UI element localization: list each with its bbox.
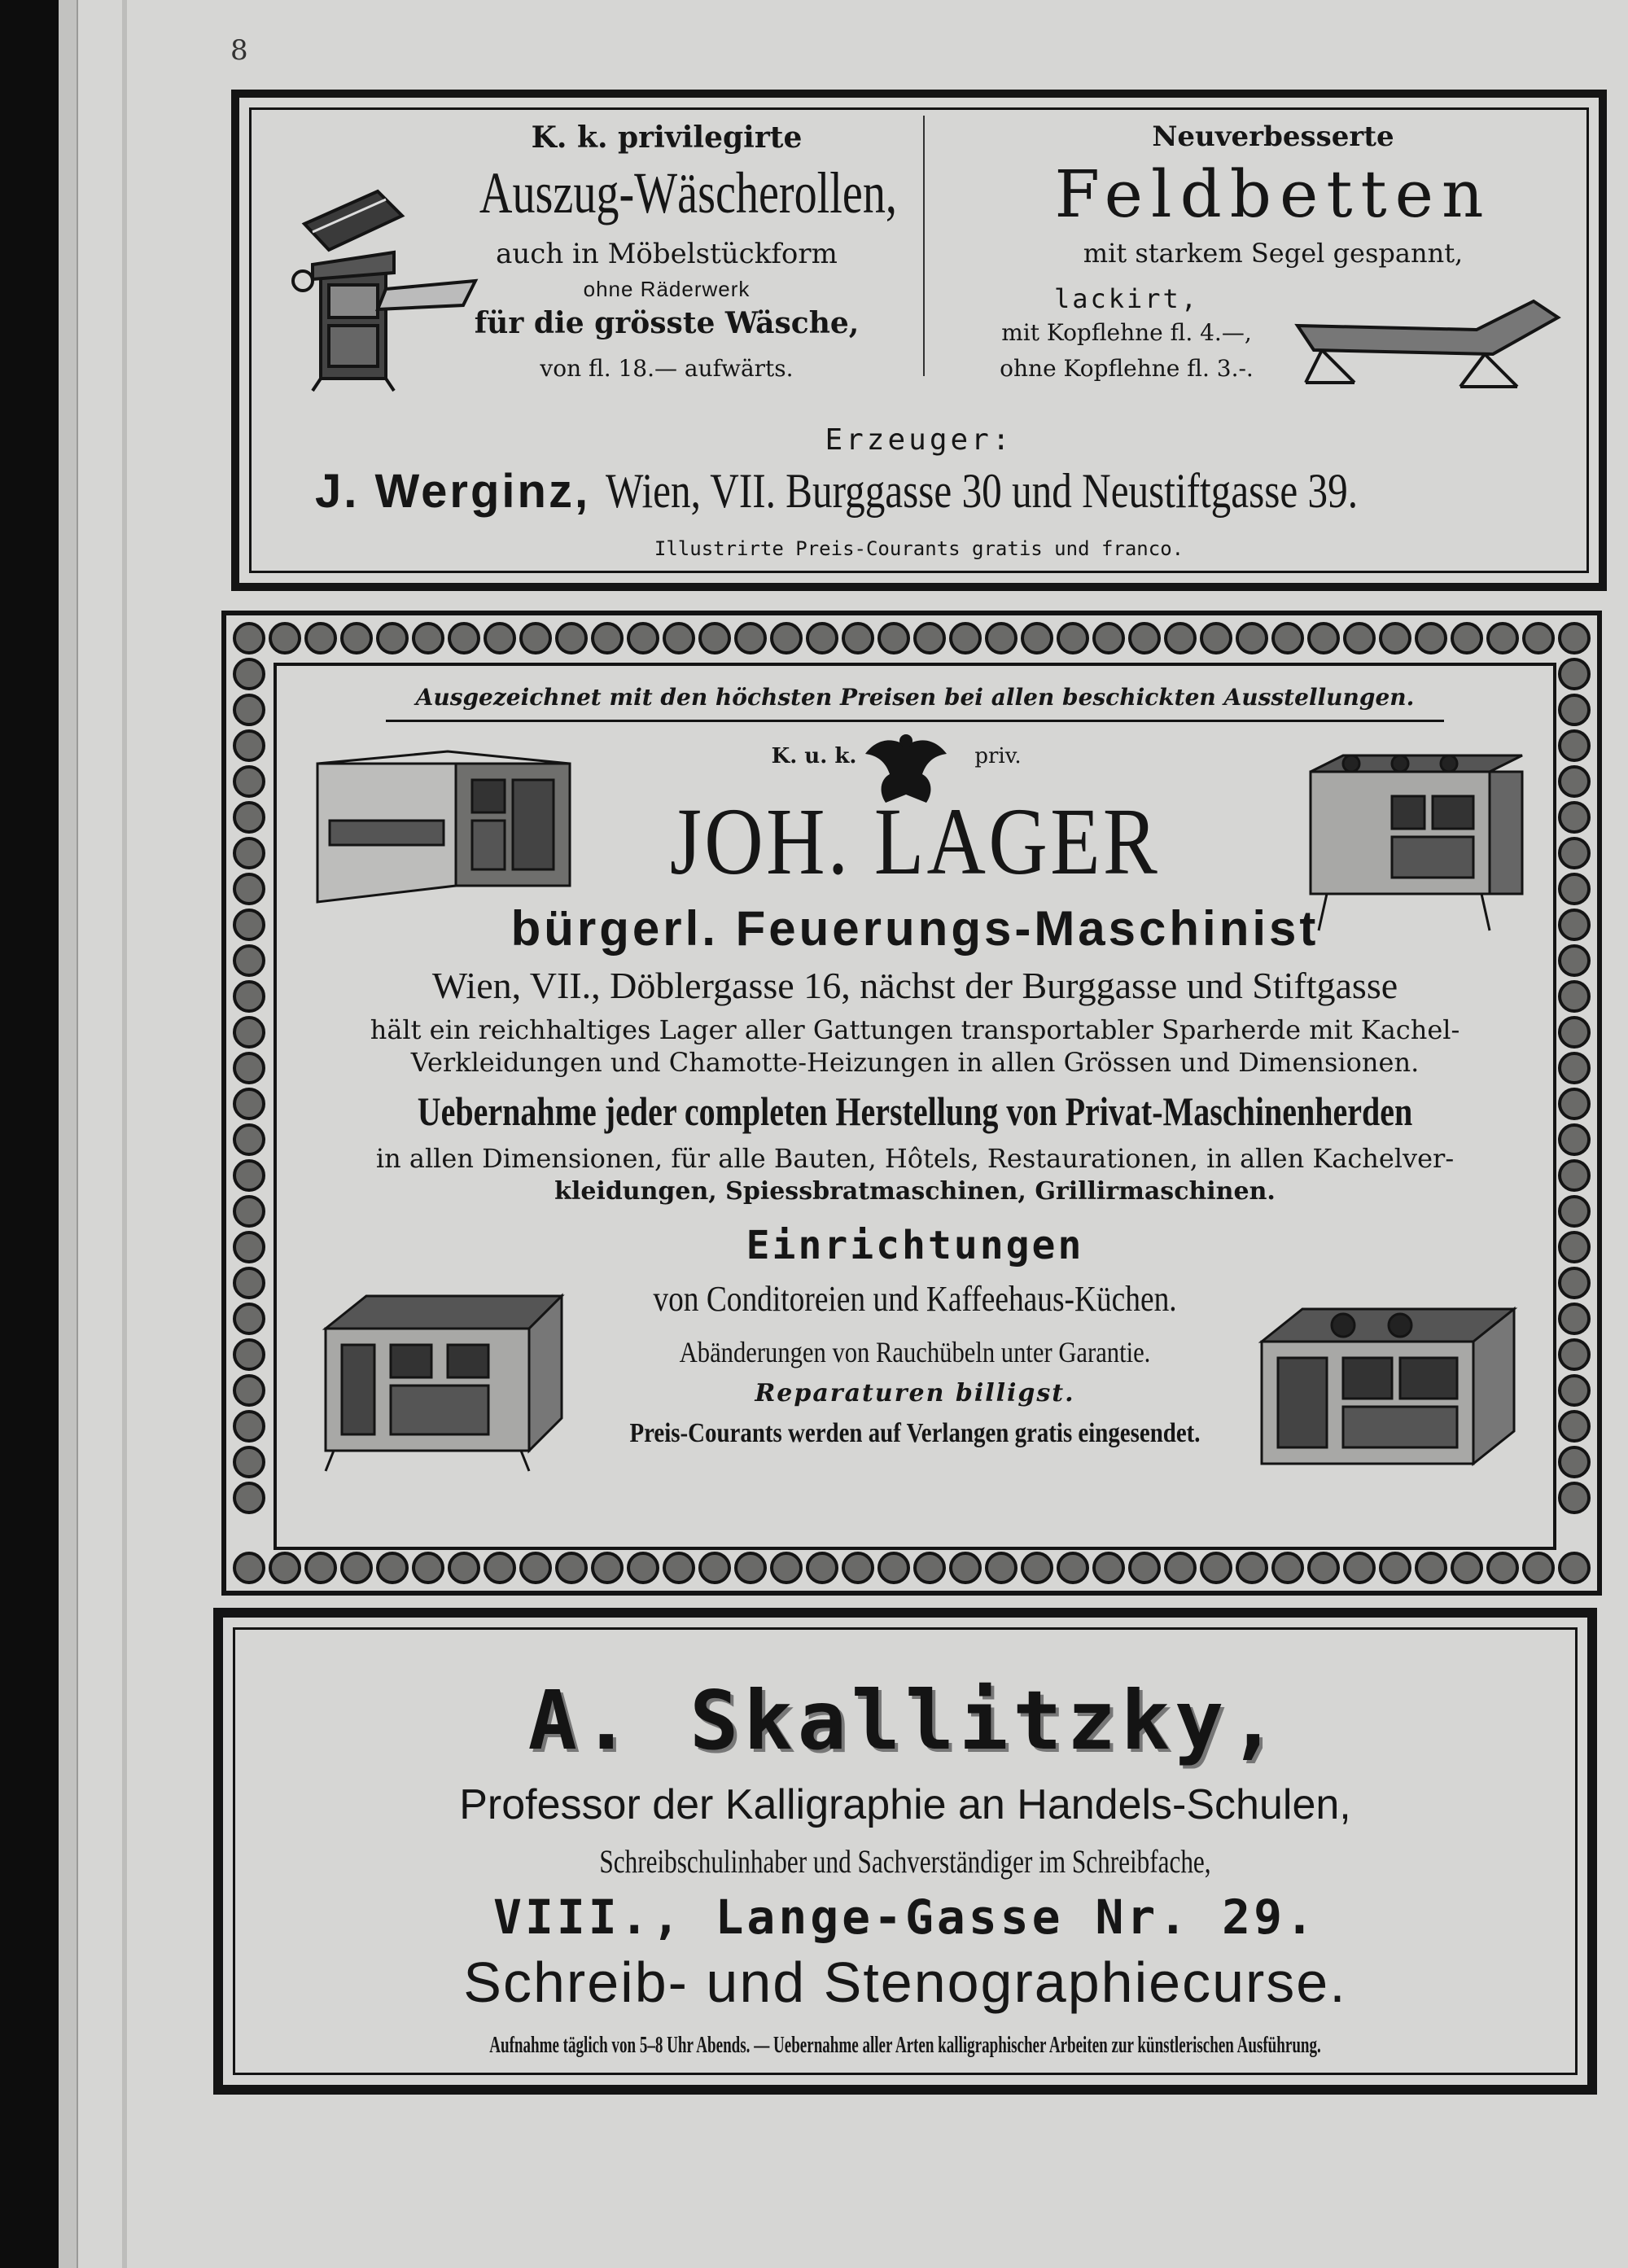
bead	[1058, 624, 1088, 653]
desc-line-8: Reparaturen billigst.	[755, 1379, 1075, 1408]
desc-line-1: hält ein reichhaltiges Lager aller Gattungen transportabler Sparherde mit Kachel-	[370, 1014, 1460, 1045]
bead	[843, 1553, 873, 1583]
inner-frame	[274, 663, 1556, 1550]
bead	[270, 624, 300, 653]
bead	[951, 1553, 980, 1583]
bead	[342, 624, 371, 653]
page-edge	[59, 0, 78, 2268]
bead	[1560, 1268, 1589, 1298]
desc-line-9: Preis-Courants werden auf Verlangen gratis eingesendet.	[629, 1418, 1201, 1448]
bead	[1166, 1553, 1195, 1583]
bead	[485, 1553, 514, 1583]
bead	[951, 624, 980, 653]
bead	[1560, 731, 1589, 760]
bead	[1560, 1233, 1589, 1262]
mangle-line-1: auch in Möbelstückform	[496, 238, 838, 270]
bead	[987, 624, 1016, 653]
bead	[1237, 624, 1267, 653]
bead	[736, 624, 765, 653]
bead	[1094, 624, 1123, 653]
bead	[987, 1553, 1016, 1583]
bead	[1201, 1553, 1231, 1583]
desc-line-7: Abänderungen von Rauchübeln unter Garantie.	[679, 1336, 1151, 1368]
bead	[1560, 838, 1589, 868]
footnote: Illustrirte Preis-Courants gratis und franco.	[654, 537, 1184, 560]
company-name: JOH. LAGER	[669, 788, 1161, 895]
person-subtitle: Schreibschulinhaber und Sachverständiger im Schreibfache,	[599, 1843, 1211, 1880]
bead	[234, 1233, 264, 1262]
bead	[1560, 1161, 1589, 1190]
bead	[843, 624, 873, 653]
bead	[1130, 624, 1159, 653]
bead	[1560, 1412, 1589, 1441]
stove-illustration-3	[317, 1288, 578, 1475]
bead	[1560, 1125, 1589, 1154]
bead	[1237, 1553, 1267, 1583]
priv-label: priv.	[974, 744, 1022, 768]
courses-line: Schreib- und Stenographiecurse.	[463, 1951, 1347, 2014]
award-line: Ausgezeichnet mit den höchsten Preisen bei allen beschickten Ausstellungen.	[415, 684, 1415, 711]
bead	[700, 1553, 729, 1583]
school-address: VIII., Lange-Gasse Nr. 29.	[493, 1889, 1317, 1945]
bead	[234, 659, 264, 689]
bead	[1381, 624, 1410, 653]
bead	[772, 624, 801, 653]
desc-line-2: Verkleidungen und Chamotte-Heizungen in allen Grössen und Dimensionen.	[410, 1047, 1420, 1078]
bead	[234, 982, 264, 1011]
bead	[1022, 624, 1052, 653]
bead	[1381, 1553, 1410, 1583]
mangle-line-3: für die grösste Wäsche,	[474, 306, 860, 340]
bead	[1560, 659, 1589, 689]
bead	[1560, 767, 1589, 796]
mangle-price: von fl. 18.— aufwärts.	[540, 355, 794, 382]
bead	[1345, 624, 1374, 653]
bead	[1345, 1553, 1374, 1583]
bead	[234, 1161, 264, 1190]
bead	[1560, 1304, 1589, 1333]
heading-einrichtungen: Einrichtungen	[746, 1223, 1084, 1268]
privileg-label: K. k. privilegirte	[531, 120, 803, 155]
bead	[234, 874, 264, 904]
bead	[234, 838, 264, 868]
bead	[557, 1553, 586, 1583]
bead	[1560, 1376, 1589, 1405]
maker-name: J. Werginz,	[314, 465, 591, 518]
desc-line-5: kleidungen, Spiessbratmaschinen, Grillirmaschinen.	[554, 1177, 1276, 1206]
bead	[915, 624, 944, 653]
bead	[234, 1553, 264, 1583]
bead	[807, 1553, 837, 1583]
company-address: Wien, VII., Döblergasse 16, nächst der Burggasse und Stiftgasse	[431, 965, 1398, 1006]
cot-line-1: mit starkem Segel gespannt,	[1083, 238, 1464, 269]
bead	[593, 1553, 622, 1583]
bead	[1560, 1553, 1589, 1583]
bead	[557, 624, 586, 653]
bead	[1560, 946, 1589, 975]
page-number: 8	[230, 34, 248, 67]
bead	[342, 1553, 371, 1583]
bead	[1524, 1553, 1553, 1583]
maker-label: Erzeuger:	[825, 423, 1013, 457]
bead	[628, 1553, 658, 1583]
bead	[378, 624, 407, 653]
bead	[521, 1553, 550, 1583]
bead	[1309, 624, 1338, 653]
person-title: Professor der Kalligraphie an Handels-Schulen,	[459, 1781, 1351, 1828]
bead	[234, 1053, 264, 1083]
bead	[1560, 982, 1589, 1011]
bead	[664, 624, 694, 653]
award-rule	[386, 720, 1444, 722]
cot-line-2: lackirt,	[1053, 283, 1200, 314]
bead	[700, 624, 729, 653]
bead	[879, 624, 908, 653]
bead	[1560, 1197, 1589, 1226]
bead	[1524, 624, 1553, 653]
bead	[1560, 910, 1589, 939]
bead	[485, 624, 514, 653]
cot-price-2: ohne Kopflehne fl. 3.-.	[1000, 355, 1254, 382]
bead	[1094, 1553, 1123, 1583]
stove-illustration-4	[1254, 1293, 1522, 1480]
camp-bed-illustration	[1289, 293, 1566, 399]
bead	[1560, 695, 1589, 725]
bead	[234, 1304, 264, 1333]
bead	[1058, 1553, 1088, 1583]
bead	[1488, 624, 1517, 653]
bead	[234, 731, 264, 760]
bead	[234, 1376, 264, 1405]
bead	[234, 803, 264, 832]
bead	[234, 624, 264, 653]
bead	[1201, 624, 1231, 653]
advertisement-lager	[221, 611, 1602, 1596]
bead	[234, 1412, 264, 1441]
bead	[234, 1089, 264, 1119]
bead	[1560, 624, 1589, 653]
advertisement-skallitzky	[213, 1608, 1597, 2095]
bead	[234, 1447, 264, 1477]
bead	[1560, 1483, 1589, 1513]
bead	[234, 1197, 264, 1226]
bead	[234, 1268, 264, 1298]
bead	[1416, 624, 1446, 653]
bead	[306, 1553, 335, 1583]
bead	[1560, 1447, 1589, 1477]
bead	[1166, 624, 1195, 653]
bead	[234, 1340, 264, 1369]
bead	[1309, 1553, 1338, 1583]
bead	[772, 1553, 801, 1583]
maker-address: Wien, VII. Burggasse 30 und Neustiftgasse 39.	[606, 464, 1359, 518]
product-name-mangle: Auszug-Wäscherollen,	[479, 160, 897, 225]
bead	[807, 624, 837, 653]
bead	[234, 946, 264, 975]
advertisement-werginz	[231, 90, 1607, 591]
bead	[1560, 1340, 1589, 1369]
bead	[1273, 1553, 1302, 1583]
bead	[378, 1553, 407, 1583]
bead	[664, 1553, 694, 1583]
bead	[1130, 1553, 1159, 1583]
bead	[1560, 1089, 1589, 1119]
desc-line-3: Uebernahme jeder completen Herstellung von Privat-Maschinenherden	[417, 1088, 1413, 1134]
desc-line-6: von Conditoreien und Kaffeehaus-Küchen.	[653, 1279, 1177, 1319]
kuk-label: K. u. k.	[771, 744, 857, 768]
bead	[414, 1553, 443, 1583]
mangle-line-2: ohne Räderwerk	[583, 277, 751, 301]
bead	[1416, 1553, 1446, 1583]
bead	[1560, 803, 1589, 832]
bead	[306, 624, 335, 653]
page-fold	[122, 0, 127, 2268]
company-title: bürgerl. Feuerungs-Maschinist	[510, 901, 1319, 956]
footer-line: Aufnahme täglich von 5–8 Uhr Abends. — Uebernahme aller Arten kalligraphischer Arbeiten zur künstlerischen Ausführung.	[489, 2033, 1321, 2058]
maker-line	[239, 462, 1599, 519]
bead	[1560, 1053, 1589, 1083]
bead	[234, 767, 264, 796]
intro-label: Neuverbesserte	[1152, 120, 1394, 153]
bead	[521, 624, 550, 653]
bead	[449, 624, 479, 653]
bead	[628, 624, 658, 653]
bead	[449, 1553, 479, 1583]
bead	[1452, 624, 1481, 653]
bead	[1560, 1018, 1589, 1047]
desc-line-4: in allen Dimensionen, für alle Bauten, Hôtels, Restaurationen, in allen Kachelver-	[375, 1143, 1455, 1174]
bead	[1560, 874, 1589, 904]
bead	[1488, 1553, 1517, 1583]
bead	[1273, 624, 1302, 653]
bead	[593, 624, 622, 653]
bead	[915, 1553, 944, 1583]
bead	[270, 1553, 300, 1583]
person-name: A. Skallitzky,	[527, 1673, 1283, 1768]
bead	[879, 1553, 908, 1583]
bead	[234, 1018, 264, 1047]
bead	[1452, 1553, 1481, 1583]
bead	[1022, 1553, 1052, 1583]
column-divider	[923, 116, 925, 376]
product-name-cot: Feldbetten	[1054, 156, 1492, 232]
bead	[234, 910, 264, 939]
bead	[234, 1125, 264, 1154]
bead	[736, 1553, 765, 1583]
bead	[234, 695, 264, 725]
bead	[234, 1483, 264, 1513]
bead	[414, 624, 443, 653]
cot-price-1: mit Kopflehne fl. 4.—,	[1001, 319, 1252, 346]
